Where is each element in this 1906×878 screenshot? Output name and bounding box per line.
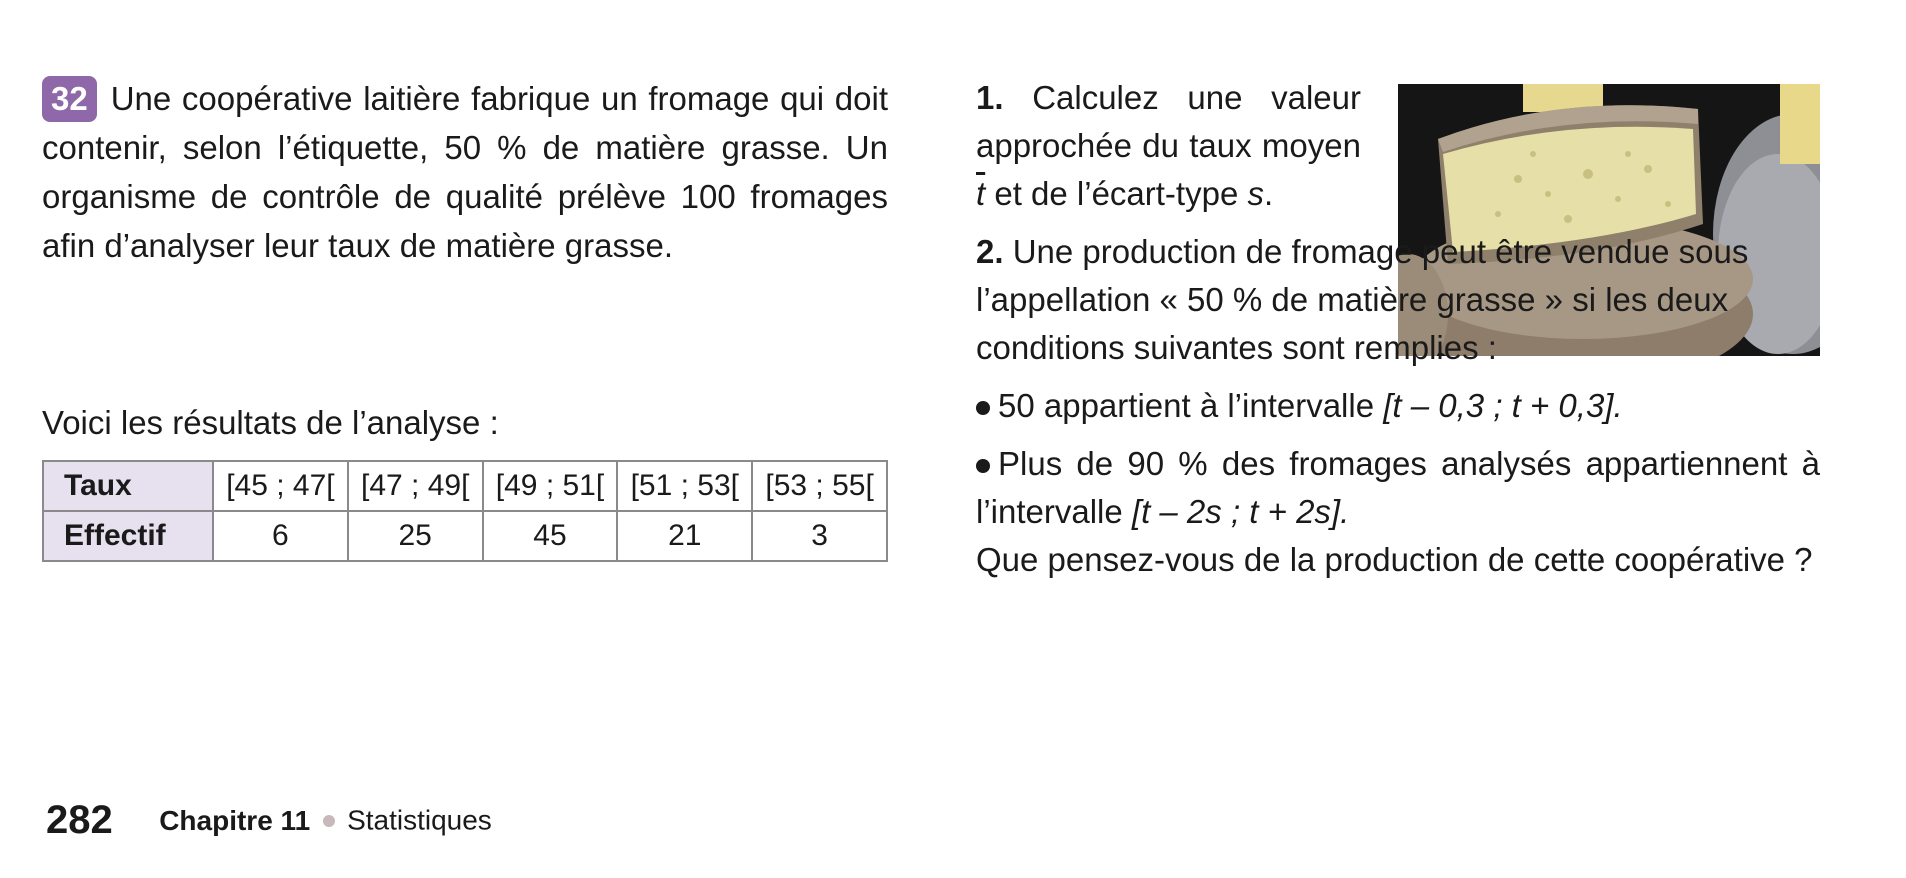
exercise-number-badge: 32 <box>42 76 97 122</box>
separator-dot-icon <box>323 815 335 827</box>
question-2: 2. Une production de fromage peut être vendue sous l’appellation « 50 % de matière grasse » si les deux conditions suivantes sont remplies : <box>976 233 1749 366</box>
row-header-taux: Taux <box>43 461 213 511</box>
count-cell: 6 <box>213 511 348 561</box>
exercise-statement: Une coopérative laitière fabrique un fromage qui doit contenir, selon l’étiquette, 50 % de matière grasse. Un organisme de contrôle de qualité prélève 100 fromages afin d’analyser leur taux de matière grasse. <box>42 80 888 264</box>
table-row <box>43 511 887 561</box>
results-intro: Voici les résultats de l’analyse : <box>42 404 499 441</box>
condition-1: 50 appartient à l’intervalle [t – 0,3 ; t + 0,3]. <box>976 382 1820 430</box>
chapter-topic: Statistiques <box>347 804 492 836</box>
interval-cell: [51 ; 53[ <box>617 461 752 511</box>
condition-2: Plus de 90 % des fromages analysés appartiennent à l’intervalle [t – 2s ; t + 2s]. <box>976 445 1820 530</box>
bullet-icon <box>976 401 990 415</box>
final-question: Que pensez-vous de la production de cette coopérative ? <box>976 541 1813 578</box>
results-table <box>42 460 888 562</box>
interval-cell: [47 ; 49[ <box>348 461 483 511</box>
table-row <box>43 461 887 511</box>
interval-cell: [45 ; 47[ <box>213 461 348 511</box>
count-cell: 21 <box>617 511 752 561</box>
count-cell: 3 <box>752 511 887 561</box>
mean-t-symbol: $\overline{t}$ <box>976 175 986 212</box>
condition-2-interval: [t – 2s ; t + 2s]. <box>1131 493 1350 530</box>
std-dev-symbol: s <box>1247 175 1264 212</box>
question-1: 1. Calculez une valeur approchée du taux moyen $\overline{t}$ et de l’écart-type s. <box>976 79 1361 212</box>
exercise-statement-block <box>42 74 888 270</box>
interval-cell: [53 ; 55[ <box>752 461 887 511</box>
bullet-icon <box>976 459 990 473</box>
questions-block <box>976 74 1820 584</box>
row-header-effectif: Effectif <box>43 511 213 561</box>
page-footer <box>46 798 492 843</box>
count-cell: 45 <box>483 511 618 561</box>
count-cell: 25 <box>348 511 483 561</box>
chapter-label: Chapitre 11 <box>159 804 311 836</box>
interval-cell: [49 ; 51[ <box>483 461 618 511</box>
page-number: 282 <box>46 798 113 842</box>
condition-1-interval: [t – 0,3 ; t + 0,3]. <box>1383 387 1623 424</box>
